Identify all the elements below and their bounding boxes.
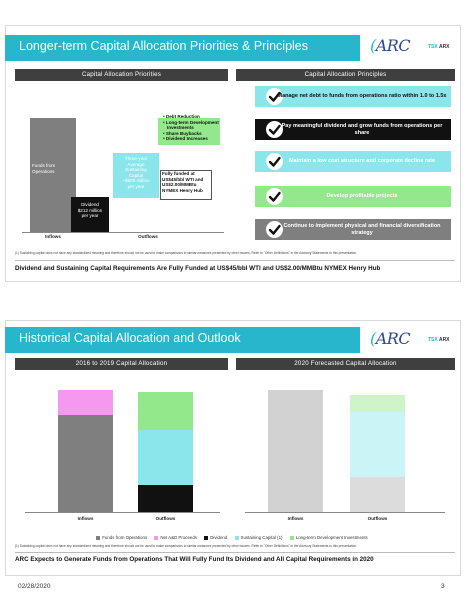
historical-development-bar: [138, 392, 193, 430]
bullet-item: • Long-term Development Investments: [163, 119, 219, 131]
legend-item-dividend: Dividend: [204, 535, 227, 540]
slide-1-title-banner: [5, 35, 360, 61]
historical-net-ad-bar: [58, 390, 113, 415]
x-label-inflows: Inflows: [45, 234, 61, 239]
forecast-sustaining-bar: [350, 412, 405, 477]
bullets-box: [160, 111, 220, 151]
forecast-dividend-bar: [350, 477, 405, 512]
historical-header: 2016 to 2019 Capital Allocation: [15, 358, 228, 370]
forecast-development-bar: [350, 395, 405, 412]
slide-1-footnote: (1) Sustaining capital does not have any standardized meaning and therefore should not be used to make comparisons to similar measures presented by other issuers. Refer to "Other Definitions" in the Advisory Statements to this presentation.: [15, 251, 358, 255]
forecast-x-outflows: Outflows: [367, 516, 388, 521]
legend-item-development: Long-term Development Investments: [290, 535, 368, 540]
historical-dividend-bar: [138, 485, 193, 512]
principle-profitable-projects: Develop profitable projects: [255, 186, 451, 207]
funds-from-operations-label: Funds from Operations: [32, 163, 56, 174]
legend-item-sustaining: Sustaining Capital (1): [235, 535, 283, 540]
historical-sustaining-bar: [138, 430, 193, 485]
principle-low-cost: Maintain a low cost structure and corporate decline rate: [255, 151, 451, 172]
slide-2-title-banner: [5, 327, 360, 353]
slide-1-tagline: Dividend and Sustaining Capital Requirements Are Fully Funded at US$45/bbl WTI and US$2.00/MMBtu NYMEX Henry Hub: [15, 265, 381, 272]
x-label-outflows: Outflows: [138, 234, 158, 239]
slide-2-footnote: (1) Sustaining capital does not have any standardized meaning and therefore should not be used to make comparisons to similar measures presented by other issuers. Refer to "Other Definitions" in the Advisory Statements to this presentation.: [15, 544, 358, 548]
principle-net-debt: Manage net debt to funds from operations ratio within 1.0 to 1.5x: [255, 86, 451, 107]
bullet-item: • Dividend Increases: [163, 136, 208, 142]
forecast-header: 2020 Forecasted Capital Allocation: [236, 358, 455, 370]
footer-date: 02/28/2020: [18, 583, 51, 590]
historical-baseline: [25, 512, 220, 513]
ticker-logo: TSX ARX: [428, 337, 450, 343]
slide-1-title: Longer-term Capital Allocation Priorities & Principles: [19, 39, 309, 53]
slide-2-divider: [15, 552, 455, 553]
historical-funds-bar: [58, 415, 113, 512]
priorities-header: Capital Allocation Priorities: [15, 69, 228, 81]
bullet-item: • Debt Reduction: [163, 114, 200, 119]
sustaining-capital-label: Three-year Average Sustaining Capital ~$600 million per year: [122, 156, 150, 189]
slide-1-divider: [15, 260, 455, 261]
legend-item-funds: Funds from Operations: [96, 535, 147, 540]
principle-dividend: Pay meaningful dividend and grow funds from operations per share: [255, 119, 451, 140]
footer-page-number: 3: [441, 583, 445, 590]
arc-logo: (ARC: [370, 36, 411, 55]
slide-2-tagline: ARC Expects to Generate Funds from Operations That Will Fully Fund Its Dividend and All Capital Requirements in 2020: [15, 556, 374, 563]
principles-header: Capital Allocation Principles: [236, 69, 455, 81]
principle-diversification: Continue to implement physical and financial diversification strategy: [255, 219, 451, 240]
ticker-logo: TSX ARX: [428, 44, 450, 50]
chart-legend: [0, 535, 464, 540]
forecast-baseline: [245, 512, 445, 513]
legend-item-net-ad: Net A&D Proceeds: [154, 535, 197, 540]
historical-x-outflows: Outflows: [155, 516, 176, 521]
slide-2-title: Historical Capital Allocation and Outlook: [19, 331, 241, 345]
dividend-label: Dividend $212 million per year: [77, 202, 103, 219]
bullet-item: • Share Buybacks: [163, 130, 202, 136]
forecast-x-inflows: Inflows: [287, 516, 304, 521]
arc-logo: (ARC: [370, 329, 411, 348]
funds-from-operations-bar: [30, 118, 76, 232]
historical-x-inflows: Inflows: [77, 516, 94, 521]
forecast-funds-bar: [268, 390, 323, 512]
fully-funded-note: Fully funded at US$45/bbl WTI and US$2.00/MMBtu NYMEX Henry Hub: [162, 171, 204, 193]
waterfall-baseline: [22, 232, 224, 233]
